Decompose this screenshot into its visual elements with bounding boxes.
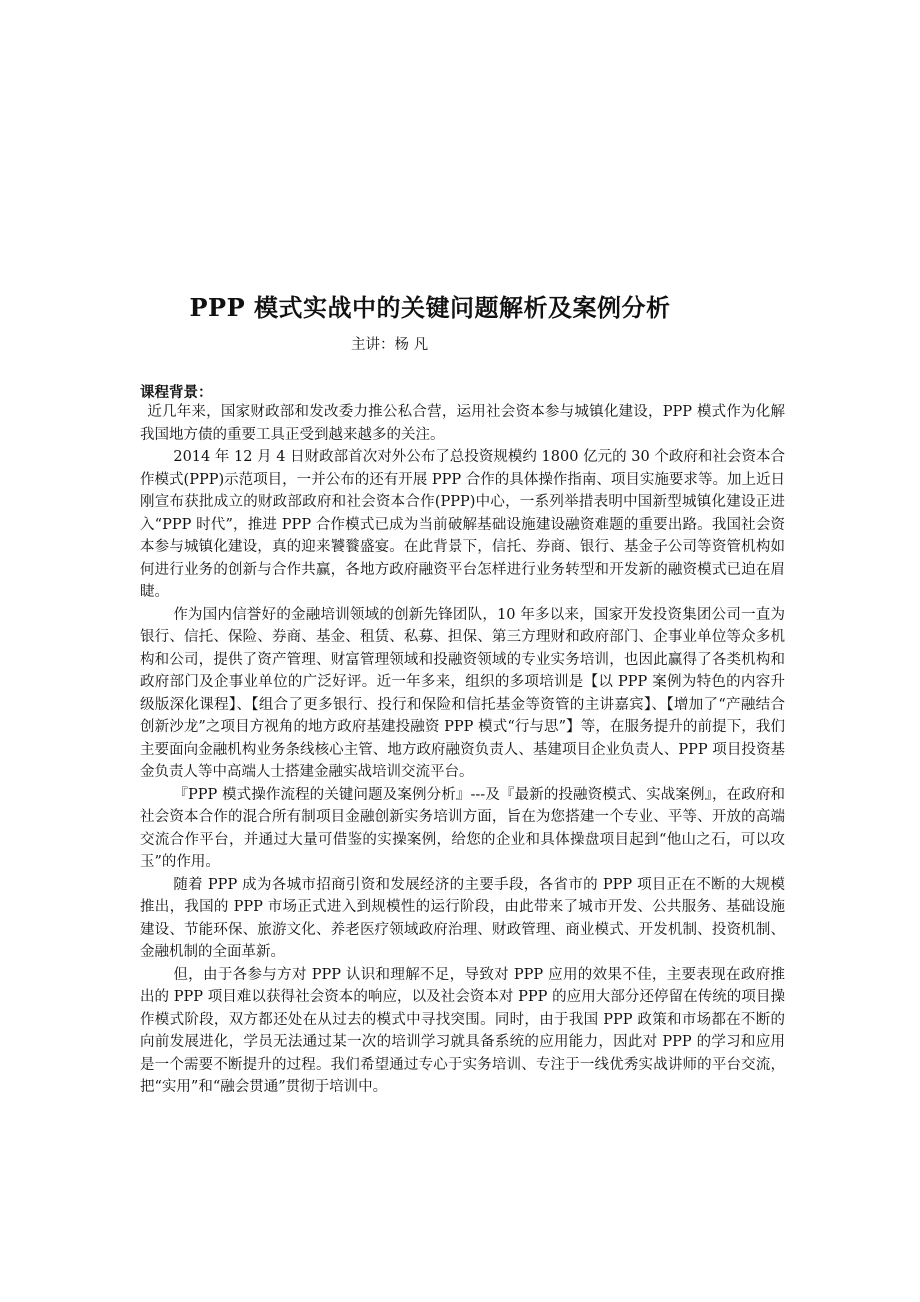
page-title: PPP 模式实战中的关键问题解析及案例分析 bbox=[189, 293, 671, 322]
paragraph: 近几年来，国家财政部和发改委力推公私合营，运用社会资本参与城镇化建设，PPP 模式作为化解我国地方债的重要工具正受到越来越多的关注。 bbox=[140, 404, 785, 443]
body-text bbox=[140, 401, 785, 1099]
section-heading: 课程背景： bbox=[140, 384, 213, 401]
paragraph: 随着 PPP 成为各城市招商引资和发展经济的主要手段，各省市的 PPP 项目正在不断的大规模推出，我国的 PPP 市场正式进入到规模性的运行阶段，由此带来了城市开发、公共服务、基础设施建设、节能环保、旅游文化、养老医疗领域政府治理、财政管理、商业模式、开发机制、投资机制、金融机制的全面革新。 bbox=[140, 876, 785, 960]
speaker-line: 主讲：杨 凡 bbox=[351, 337, 429, 353]
paragraph: 2014 年 12 月 4 日财政部首次对外公布了总投资规模约 1800 亿元的 30 个政府和社会资本合作模式(PPP)示范项目，一并公布的还有开展 PPP 合作的具体操作指南、项目实施要求等。加上近日刚宣布获批成立的财政部政府和社会资本合作(PPP)中心，一系列举措表明中国新型城镇化建设正进入“PPP 时代”，推进 PPP 合作模式已成为当前破解基础设施建设融资难题的重要出路。我国社会资本参与城镇化建设，真的迎来饕餮盛宴。在此背景下，信托、券商、银行、基金子公司等资管机构如何进行业务的创新与合作共赢，各地方政府融资平台怎样进行业务转型和开发新的融资模式已迫在眉睫。 bbox=[140, 449, 785, 600]
paragraph: 但，由于各参与方对 PPP 认识和理解不足，导致对 PPP 应用的效果不佳，主要表现在政府推出的 PPP 项目难以获得社会资本的响应，以及社会资本对 PPP 的应用大部分还停留在传统的项目操作模式阶段，双方都还处在从过去的模式中寻找突围。同时，由于我国 PPP 政策和市场都在不断的向前发展进化，学员无法通过某一次的培训学习就具备系统的应用能力，因此对 PPP 的学习和应用是一个需要不断提升的过程。我们希望通过专心于实务培训、专注于一线优秀实战讲师的平台交流，把“实用”和“融会贯通”贯彻于培训中。 bbox=[140, 966, 785, 1095]
paragraph: 作为国内信誉好的金融培训领域的创新先锋团队，10 年多以来，国家开发投资集团公司一直为银行、信托、保险、券商、基金、租赁、私募、担保、第三方理财和政府部门、企事业单位等众多机构和公司，提供了资产管理、财富管理领域和投融资领域的专业实务培训，也因此赢得了各类机构和政府部门及企事业单位的广泛好评。近一年多来，组织的多项培训是【以 PPP 案例为特色的内容升级版深化课程】、【组合了更多银行、投行和保险和信托基金等资管的主讲嘉宾】、【增加了“产融结合创新沙龙”之项目方视角的地方政府基建投融资 PPP 模式“行与思”】等，在服务提升的前提下，我们主要面向金融机构业务条线核心主管、地方政府融资负责人、基建项目企业负责人、PPP 项目投资基金负责人等中高端人士搭建金融实战培训交流平台。 bbox=[140, 606, 785, 780]
paragraph: 『PPP 模式操作流程的关键问题及案例分析』---及『最新的投融资模式、实战案例』，在政府和社会资本合作的混合所有制项目金融创新实务培训方面，旨在为您搭建一个专业、平等、开放的高端交流合作平台，并通过大量可借鉴的实操案例，给您的企业和具体操盘项目起到“他山之石，可以攻玉”的作用。 bbox=[140, 786, 785, 870]
